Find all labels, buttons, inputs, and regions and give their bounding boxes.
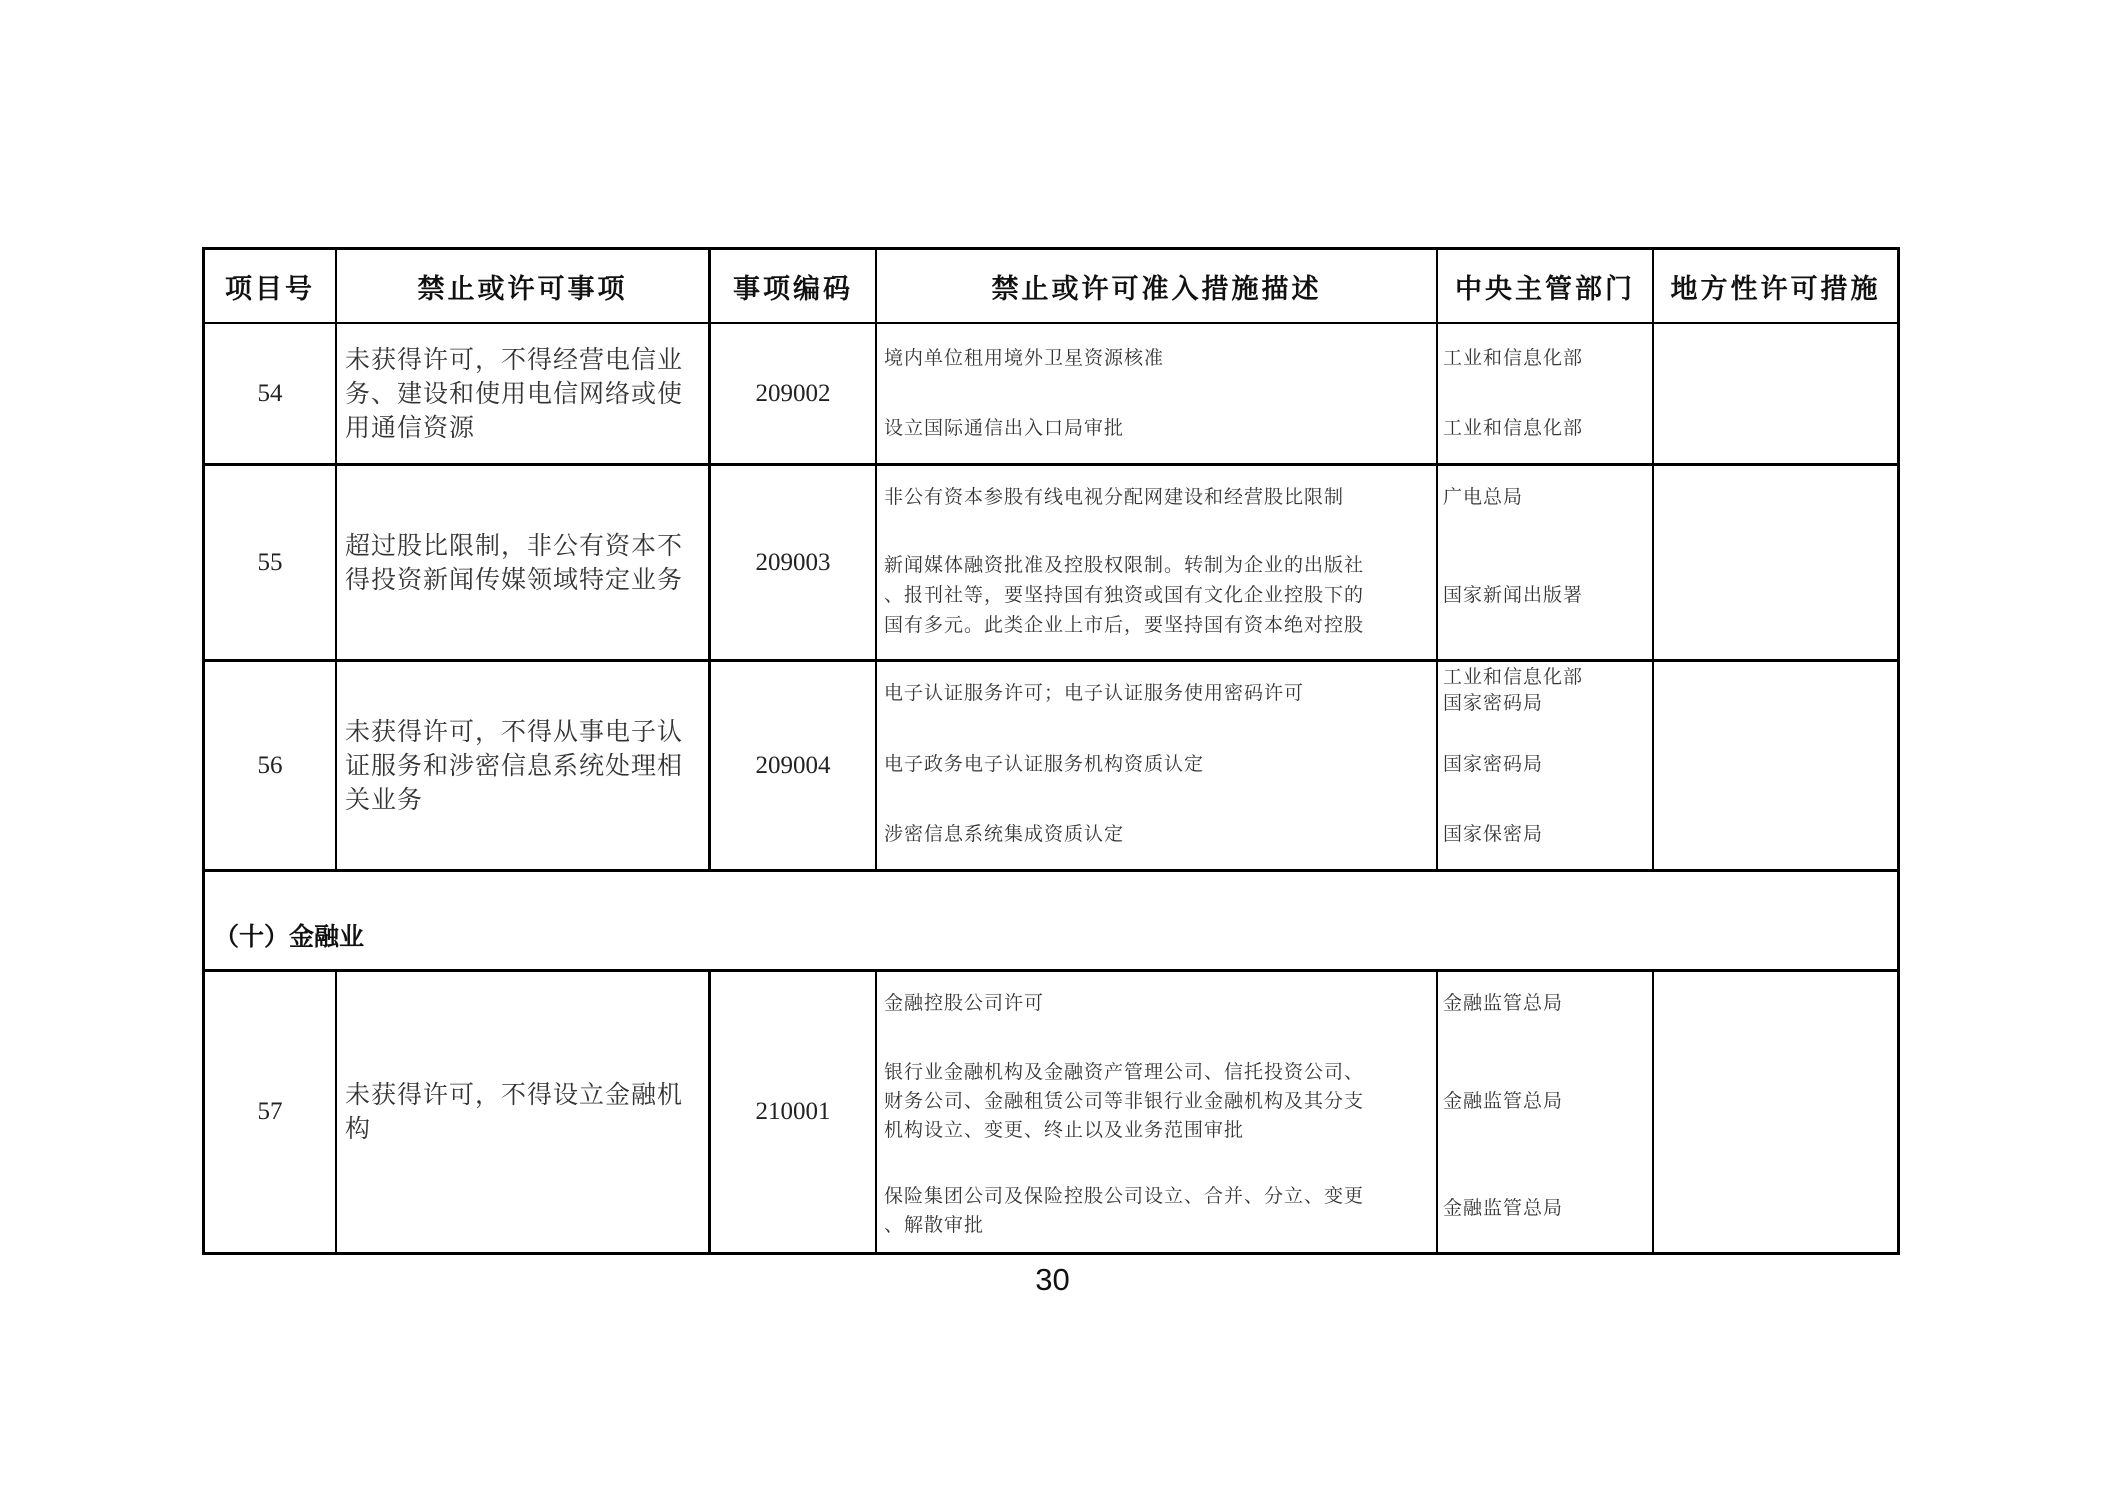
measure-description: 保险集团公司及保险控股公司设立、合并、分立、变更 <box>884 1185 1365 1207</box>
central-department: 工业和信息化部 <box>1443 417 1584 439</box>
table-rule <box>1897 247 1900 1255</box>
permit-item-line: 得投资新闻传媒领域特定业务 <box>345 564 684 594</box>
permit-item <box>337 662 708 869</box>
table-rule <box>202 1252 1900 1255</box>
permit-item-line: 未获得许可，不得设立金融机 <box>345 1080 684 1109</box>
page-number: 30 <box>1035 1262 1070 1297</box>
table-rule <box>875 969 877 1254</box>
table-rule <box>1436 247 1438 871</box>
central-department: 广电总局 <box>1443 486 1524 508</box>
measure-description: 新闻媒体融资批准及控股权限制。转制为企业的出版社 <box>884 554 1365 576</box>
header-description: 禁止或许可准入措施描述 <box>991 273 1322 305</box>
permit-item-line: 务、建设和使用电信网络或使 <box>345 378 684 408</box>
table-rule <box>875 247 877 871</box>
permit-item-line: 未获得许可，不得从事电子认 <box>345 716 684 746</box>
item-code: 209004 <box>755 751 831 779</box>
measure-description: 金融控股公司许可 <box>884 992 1045 1014</box>
item-code: 209003 <box>755 548 831 576</box>
measure-description: 境内单位租用境外卫星资源核准 <box>884 347 1165 369</box>
permit-item-line: 关业务 <box>345 784 424 814</box>
table-rule <box>1436 969 1438 1254</box>
header-central-dept: 中央主管部门 <box>1455 273 1635 305</box>
permit-item <box>337 972 708 1252</box>
permit-item-line: 超过股比限制，非公有资本不 <box>345 530 684 560</box>
central-department: 工业和信息化部 <box>1443 666 1584 688</box>
item-code: 209002 <box>755 379 831 407</box>
project-number: 54 <box>257 379 283 407</box>
measure-description: 、报刊社等，要坚持国有独资或国有文化企业控股下的 <box>884 584 1365 606</box>
table-rule <box>1652 247 1654 871</box>
measure-description: 设立国际通信出入口局审批 <box>884 417 1125 439</box>
permit-item <box>337 466 708 659</box>
central-department: 金融监管总局 <box>1443 1090 1564 1112</box>
permit-item-line: 证服务和涉密信息系统处理相 <box>345 750 684 780</box>
measure-description: 银行业金融机构及金融资产管理公司、信托投资公司、 <box>884 1061 1365 1083</box>
permit-item-line: 构 <box>345 1114 372 1143</box>
project-number: 55 <box>257 548 283 576</box>
measure-description: 机构设立、变更、终止以及业务范围审批 <box>884 1119 1245 1141</box>
measure-description: 、解散审批 <box>884 1214 985 1236</box>
measure-description: 电子认证服务许可；电子认证服务使用密码许可 <box>884 682 1305 704</box>
central-department: 国家密码局 <box>1443 692 1544 714</box>
central-department: 国家密码局 <box>1443 753 1544 775</box>
permit-table <box>202 247 1900 1255</box>
permit-item-line: 未获得许可，不得经营电信业 <box>345 344 684 374</box>
header-code: 事项编码 <box>733 273 853 305</box>
measure-description: 财务公司、金融租赁公司等非银行业金融机构及其分支 <box>884 1090 1365 1112</box>
header-local-measures: 地方性许可措施 <box>1670 273 1881 305</box>
table-rule <box>1652 969 1654 1254</box>
central-department: 金融监管总局 <box>1443 1197 1564 1219</box>
project-number: 56 <box>257 751 283 779</box>
central-department: 工业和信息化部 <box>1443 347 1584 369</box>
table-rule <box>202 869 1900 872</box>
header-item: 禁止或许可事项 <box>417 273 628 305</box>
header-project-no: 项目号 <box>225 273 315 305</box>
measure-description: 涉密信息系统集成资质认定 <box>884 823 1125 845</box>
permit-item-line: 用通信资源 <box>345 412 476 442</box>
measure-description: 国有多元。此类企业上市后，要坚持国有资本绝对控股 <box>884 614 1365 636</box>
project-number: 57 <box>257 1098 283 1125</box>
central-department: 国家新闻出版署 <box>1443 584 1584 606</box>
measure-description: 非公有资本参股有线电视分配网建设和经营股比限制 <box>884 486 1345 508</box>
central-department: 金融监管总局 <box>1443 992 1564 1014</box>
measure-description: 电子政务电子认证服务机构资质认定 <box>884 753 1205 775</box>
section-title: （十）金融业 <box>214 922 365 951</box>
central-department: 国家保密局 <box>1443 823 1544 845</box>
permit-item <box>337 324 708 463</box>
item-code: 210001 <box>755 1098 831 1125</box>
